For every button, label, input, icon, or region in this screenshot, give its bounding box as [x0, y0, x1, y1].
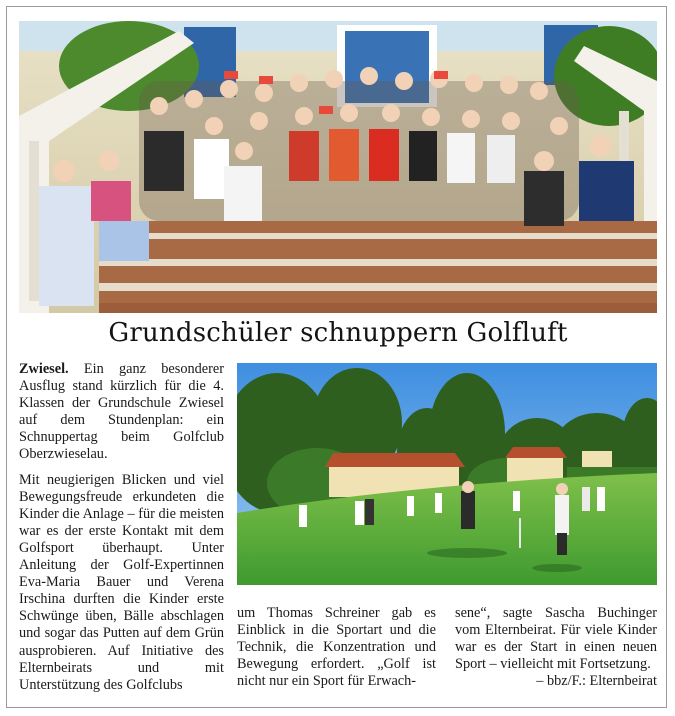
- paragraph-2-continued: um Thomas Schreiner gab es Einblick in die Sportart und die Technik, die Konzentration und Bewegung erfordert. „Golf ist nicht nur ein Sport für Erwach-: [237, 605, 436, 690]
- paragraph-2: Mit neugierigen Blicken und viel Bewegungsfreude erkundeten die Kinder die Anlage – für die meisten war es der erste Kontakt mit dem Golfsport überhaupt. Unter Anleitung der Golf-Expertinnen Eva-Maria Bauer und Verena Irschina durften die Kinder erste Schwünge üben, Bälle abschlagen und sogar das Putten auf dem Grün ausprobieren. Auf Initiative des Elternbeirats und mit Unterstützung des Golfclubs: [19, 471, 224, 693]
- text-column-2: [237, 605, 436, 690]
- group-photo: [19, 21, 657, 313]
- paragraph-1-text: Ein ganz besonderer Ausflug stand kürzlich für die 4. Klassen der Grundschule Zwiesel auf dem Stundenplan: ein Schnuppertag beim Golfclub Oberzwieselau.: [19, 361, 224, 463]
- headline: Grundschüler schnuppern Golfluft: [108, 318, 568, 348]
- text-column-1: [19, 361, 224, 694]
- golf-photo: [237, 363, 657, 585]
- text-column-3: [455, 605, 657, 690]
- paragraph-1: [19, 361, 224, 464]
- paragraph-2-end-text: sene“, sagte Sascha Buchinger vom Elternbeirat. Für viele Kinder war es der Start in einen neuen Sport – vielleicht mit Fortsetzung.: [455, 605, 657, 673]
- photo-credit: – bbz/F.: Elternbeirat: [536, 673, 657, 690]
- dateline: Zwiesel.: [19, 361, 69, 377]
- paragraph-2-end: [455, 605, 657, 690]
